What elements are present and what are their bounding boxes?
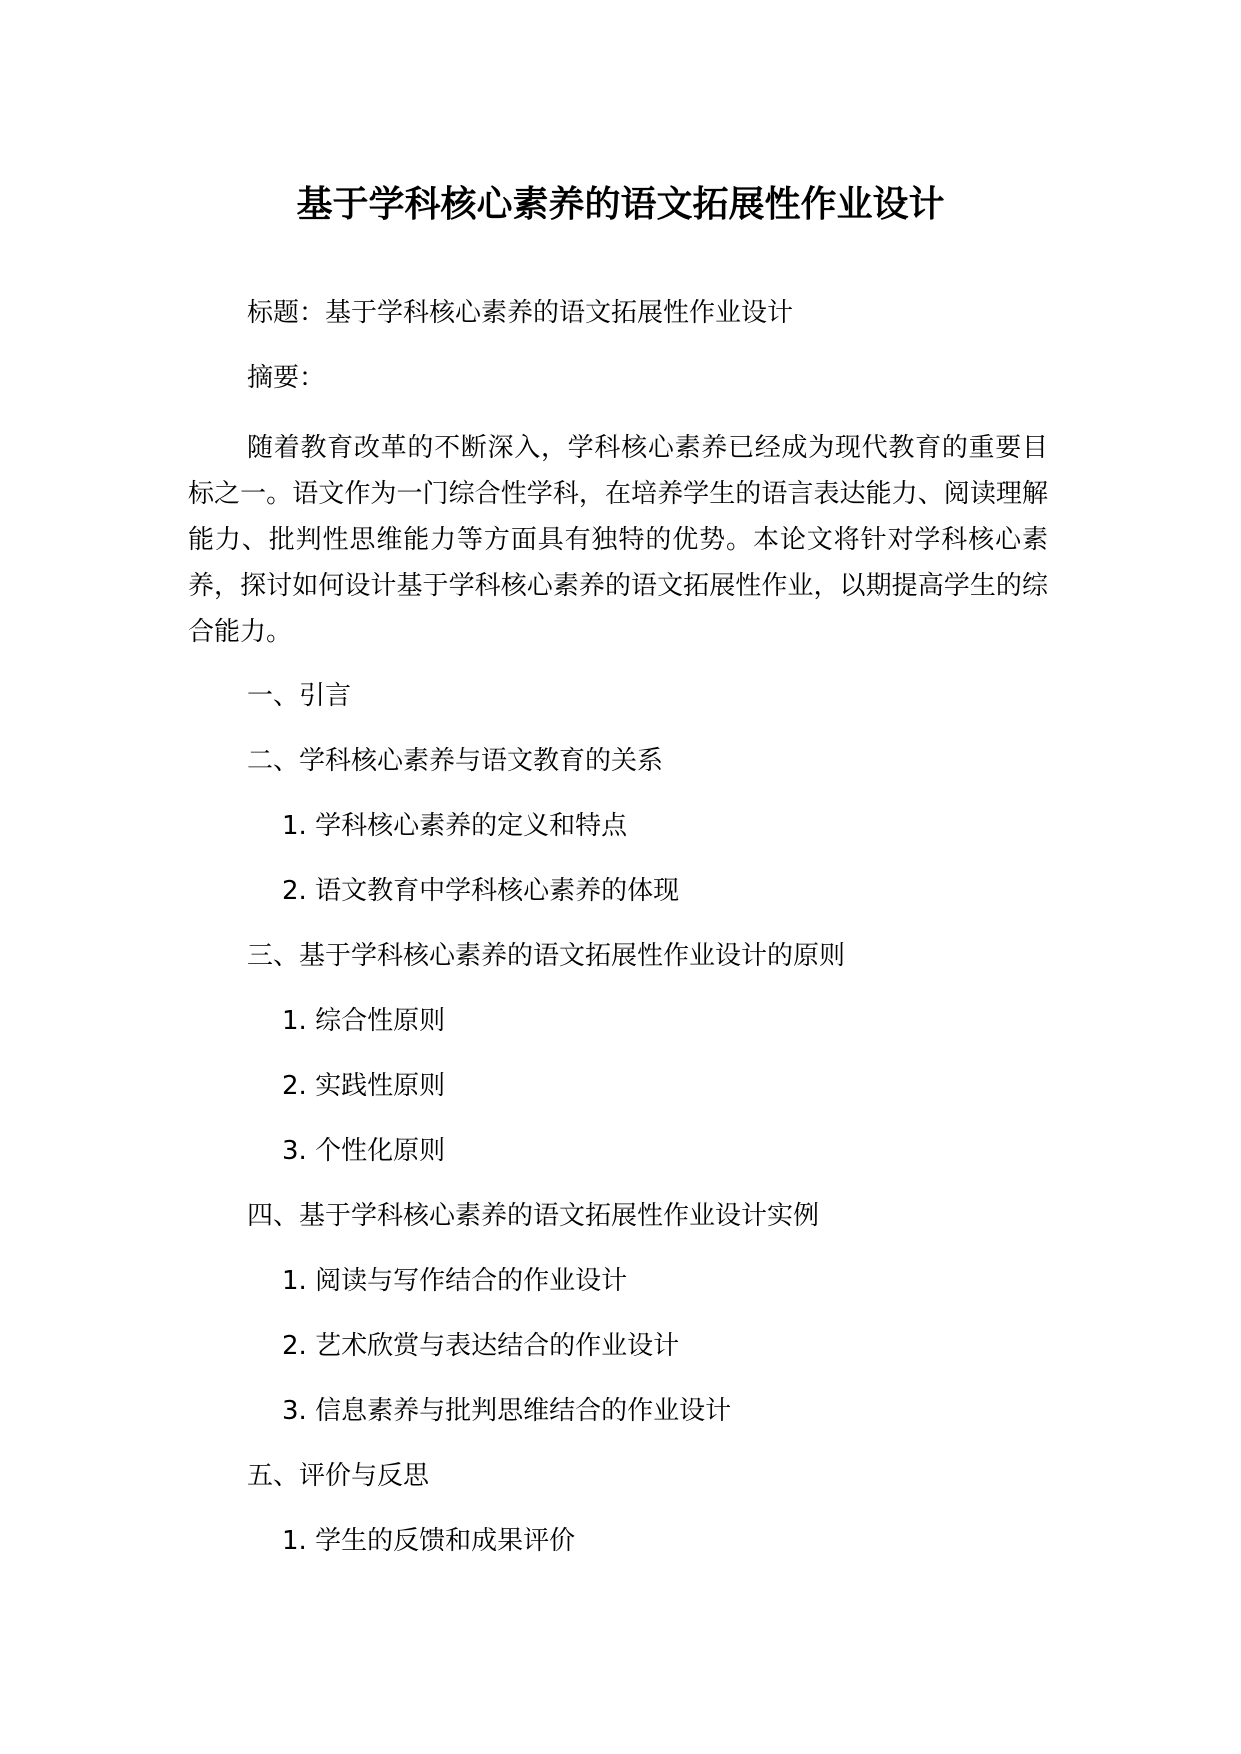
abstract-paragraph: 随着教育改革的不断深入，学科核心素养已经成为现代教育的重要目标之一。语文作为一门综合性学科，在培养学生的语言表达能力、阅读理解能力、批判性思维能力等方面具有独特的优势。本论文将针对学科核心素养，探讨如何设计基于学科核心素养的语文拓展性作业，以期提高学生的综合能力。 (188, 433, 1048, 647)
outline-item-section-2: 二、学科核心素养与语文教育的关系 (247, 746, 664, 776)
outline-subitem: 2. 语文教育中学科核心素养的体现 (282, 876, 680, 906)
outline-item-section-4: 四、基于学科核心素养的语文拓展性作业设计实例 (247, 1201, 820, 1231)
outline-subitem: 1. 学科核心素养的定义和特点 (282, 811, 628, 841)
outline-subitem: 1. 阅读与写作结合的作业设计 (282, 1266, 628, 1296)
outline-item-section-5: 五、评价与反思 (247, 1461, 430, 1491)
heading-line: 标题：基于学科核心素养的语文拓展性作业设计 (247, 298, 794, 328)
outline-subitem: 1. 综合性原则 (282, 1006, 446, 1036)
outline-item-section-3: 三、基于学科核心素养的语文拓展性作业设计的原则 (247, 941, 846, 971)
outline-item-intro: 一、引言 (247, 681, 352, 711)
document-title: 基于学科核心素养的语文拓展性作业设计 (296, 184, 945, 225)
outline-subitem: 2. 实践性原则 (282, 1071, 446, 1101)
outline-subitem: 3. 个性化原则 (282, 1136, 446, 1166)
outline-subitem: 2. 艺术欣赏与表达结合的作业设计 (282, 1331, 680, 1361)
abstract-label: 摘要： (247, 363, 326, 393)
outline-subitem: 3. 信息素养与批判思维结合的作业设计 (282, 1396, 732, 1426)
outline-subitem: 1. 学生的反馈和成果评价 (282, 1526, 576, 1556)
